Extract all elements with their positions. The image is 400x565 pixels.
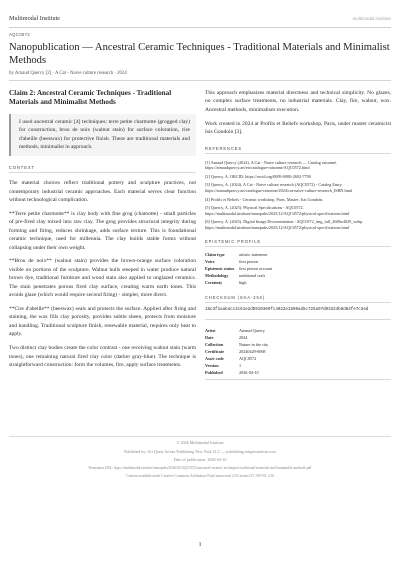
table-row [205, 272, 391, 279]
byline-divider [9, 80, 391, 81]
byline: by Arnaud Quercy [2] · A Cat - Naive culture research · 2024 [9, 71, 127, 76]
row-key: Date [205, 335, 214, 341]
row-value: Arnaud Quercy [239, 328, 265, 334]
right-column [205, 89, 391, 380]
row-value: first person [239, 259, 258, 265]
references-label: REFERENCES [205, 145, 242, 151]
table-row [205, 355, 391, 362]
reference-item[interactable]: [5] Quercy, A. (2025). Physical Specifications - AQC0572. https://multimodal.institute/nanopubs/2025/12/AQC0572/physical-specifications.html [205, 205, 350, 216]
row-key: Epistemic status [205, 266, 235, 272]
row-key: Voice [205, 259, 215, 265]
context-paragraph: **Cire d'abeille** (beeswax) seals and protects the surface. Applied after firing and staining, the wax fills clay porosity, provides subtle sheen, protects from moisture and handling. Traditional sculpture finish, renewable material, requires only heat to apply. [9, 305, 196, 338]
table-row [205, 341, 391, 348]
row-value: AQC0572 [239, 356, 257, 362]
checksum-label: CHECKSUM (SHA-256) [205, 295, 266, 301]
row-value: high [239, 280, 247, 286]
epistemic-profile-table [205, 251, 391, 286]
table-row [205, 369, 391, 376]
brand-name[interactable]: Multimodal Institute [9, 14, 61, 22]
context-paragraph: **Terre petite charmotte** is clay body with fine grog (chamotte) - small particles of pre-fired clay mixed into raw clay. The grog provides structural integrity during forming and firing, reduces shrinkage, adds surface texture. This is foundational ceramic technique, used for millennia. The clay builds stable forms without collapsing under their own weight. [9, 210, 196, 251]
footer-license[interactable]: Content available under Creative Commons Attribution-NonCommercial 4.0 License (CC BY-NC 4.0) [126, 474, 274, 478]
context-divider [9, 172, 196, 173]
checksum-divider [205, 302, 391, 303]
footer-copyright: © 2026 Multimodal Institute [176, 440, 224, 445]
references-divider [205, 153, 391, 154]
table-row [205, 334, 391, 341]
row-key: Published [205, 370, 223, 376]
body-paragraph: Work created in 2024 at Profils et Reliefs workshop, Paris, under master ceramicist Isis Gondoin [3]. [205, 120, 391, 136]
row-key: Asset code [205, 356, 224, 362]
two-column-body [9, 89, 391, 380]
row-value: 2026-04-10 [239, 370, 259, 376]
reference-item[interactable]: [3] Quercy, A. (2024). A Cat - Naive culture research (AQC0572) - Catalog Entry. https://arnaudquercy.art/catalogue-raisonne/2024/cat-naive-culture-research_ISBN.html [205, 182, 353, 193]
context-paragraph: The material choices reflect traditional pottery and sculpture practices, not contemporary industrial ceramic approaches. Each material serves clear function without technological complication. [9, 180, 196, 203]
top-divider [9, 27, 391, 28]
footer-permanent-url[interactable]: Permanent URL: https://multimodal.institute/nanopubs/2026/03/AQC0572/ancestral-ceramic-techniques-traditional-materials-and-minimalist-methods.pdf [88, 465, 312, 470]
reference-item[interactable]: [1] Arnaud Quercy (2024). A Cat - Naive culture research — Catalog raisonné. https://arnaudquercy.art/en/catalogue-raisonne/AQC0572.html [205, 159, 338, 171]
table-row [205, 348, 391, 355]
checksum-value: 18c3f1aab4cc3c61e2d5910369fc4022e1599ad5c725a97d03324b8d84fe7c3ed [205, 308, 369, 313]
footer-publisher[interactable]: Published by: Art Quest Artista Publishing New York LLC — publishing.artquestartista.com [124, 448, 276, 454]
table-row [205, 327, 391, 334]
row-key: Certificate [205, 349, 225, 355]
page-number: 1 [198, 541, 202, 548]
context-paragraph: **Brou de noix** (walnut stain) provides the brown-orange surface coloration visible on portions of the sculpture. Walnut hulls steeped in water produce natural brown dye, traditional furniture and wood stain also applied to unglazed ceramics. The stain penetrates porous fired clay surface, creating warm earth tones. This avoids glaze (which would require second firing) - simpler, more direct. [9, 258, 196, 299]
page-title: Nanopublication — Ancestral Ceramic Techniques - Traditional Materials and Minimalist Methods [9, 42, 390, 66]
metadata-table [205, 327, 391, 376]
top-bar [9, 0, 391, 23]
site-url[interactable]: multimodal.institute [352, 15, 391, 21]
row-key: Claim type [205, 252, 225, 258]
metadata-block [205, 319, 391, 380]
row-key: Certainty [205, 280, 223, 286]
table-row [205, 258, 391, 265]
claim-heading: Claim 2: Ancestral Ceramic Techniques - Traditional Materials and Minimalist Methods [9, 89, 172, 106]
reference-item: [4] Profils et Reliefs - Ceramic workshop, Paris. Master: Isis Gondoin. [205, 196, 324, 202]
table-row [205, 362, 391, 369]
row-key: Collection [205, 342, 224, 348]
table-row [205, 279, 391, 286]
document-id: AQC0572 [9, 32, 30, 37]
left-column [9, 89, 196, 380]
epistemic-divider [205, 246, 391, 247]
reference-item[interactable]: [2] Quercy, A. ORCID: https://orcid.org/0009-0000-2602-7790 [205, 173, 311, 179]
row-value: 2024 [239, 335, 248, 341]
page-footer [9, 436, 391, 480]
table-row [205, 251, 391, 258]
table-row [205, 265, 391, 272]
row-value: first person account [239, 266, 273, 272]
body-paragraph: This approach emphasizes material directness and technical simplicity. No glazes, no complex surface treatments, no industrial materials. Clay, fire, walnut, wax. Ancestral methods, minimalism execution. [205, 90, 391, 113]
row-key: Methodology [205, 273, 229, 279]
row-value: 1 [239, 363, 242, 369]
row-key: Artist [205, 328, 216, 334]
epistemic-profile-label: EPISTEMIC PROFILE [205, 239, 262, 245]
footer-date: Date of publication: 2026-04-10 [173, 457, 227, 462]
row-value: traditional craft [239, 273, 265, 279]
footer-divider [9, 436, 391, 437]
references-list [205, 160, 391, 231]
reference-item[interactable]: [6] Quercy, A. (2025). Digital Image Documentation - AQC0572_img_full_2686x4029_webp. https://multimodal.institute/nanopubs/2025/12/AQC0572/physical-specifications.html [205, 219, 364, 230]
abstract-box: I used ancestral ceramic [4] techniques: terre petite charmotte (grogged clay) for construction, brou de noix (walnut stain) for surface coloration, cire d'abeille (beeswax) for protective finish. These are traditional materials and methods, minimalist in approach. [9, 114, 196, 156]
row-key: Version [205, 363, 219, 369]
context-paragraph: Two distinct clay bodies create the color contrast - one receiving walnut stain (warm tones), one remaining natural fired clay color (darker gray-blue). The technique is straightforward construction: form the volumes, fire, apply surface treatments. [9, 345, 196, 368]
row-value: Nature in the city [239, 342, 269, 348]
context-label: CONTEXT [9, 165, 35, 171]
row-value: artistic statement [239, 252, 268, 258]
row-value: 20240429-0068 [239, 349, 266, 355]
